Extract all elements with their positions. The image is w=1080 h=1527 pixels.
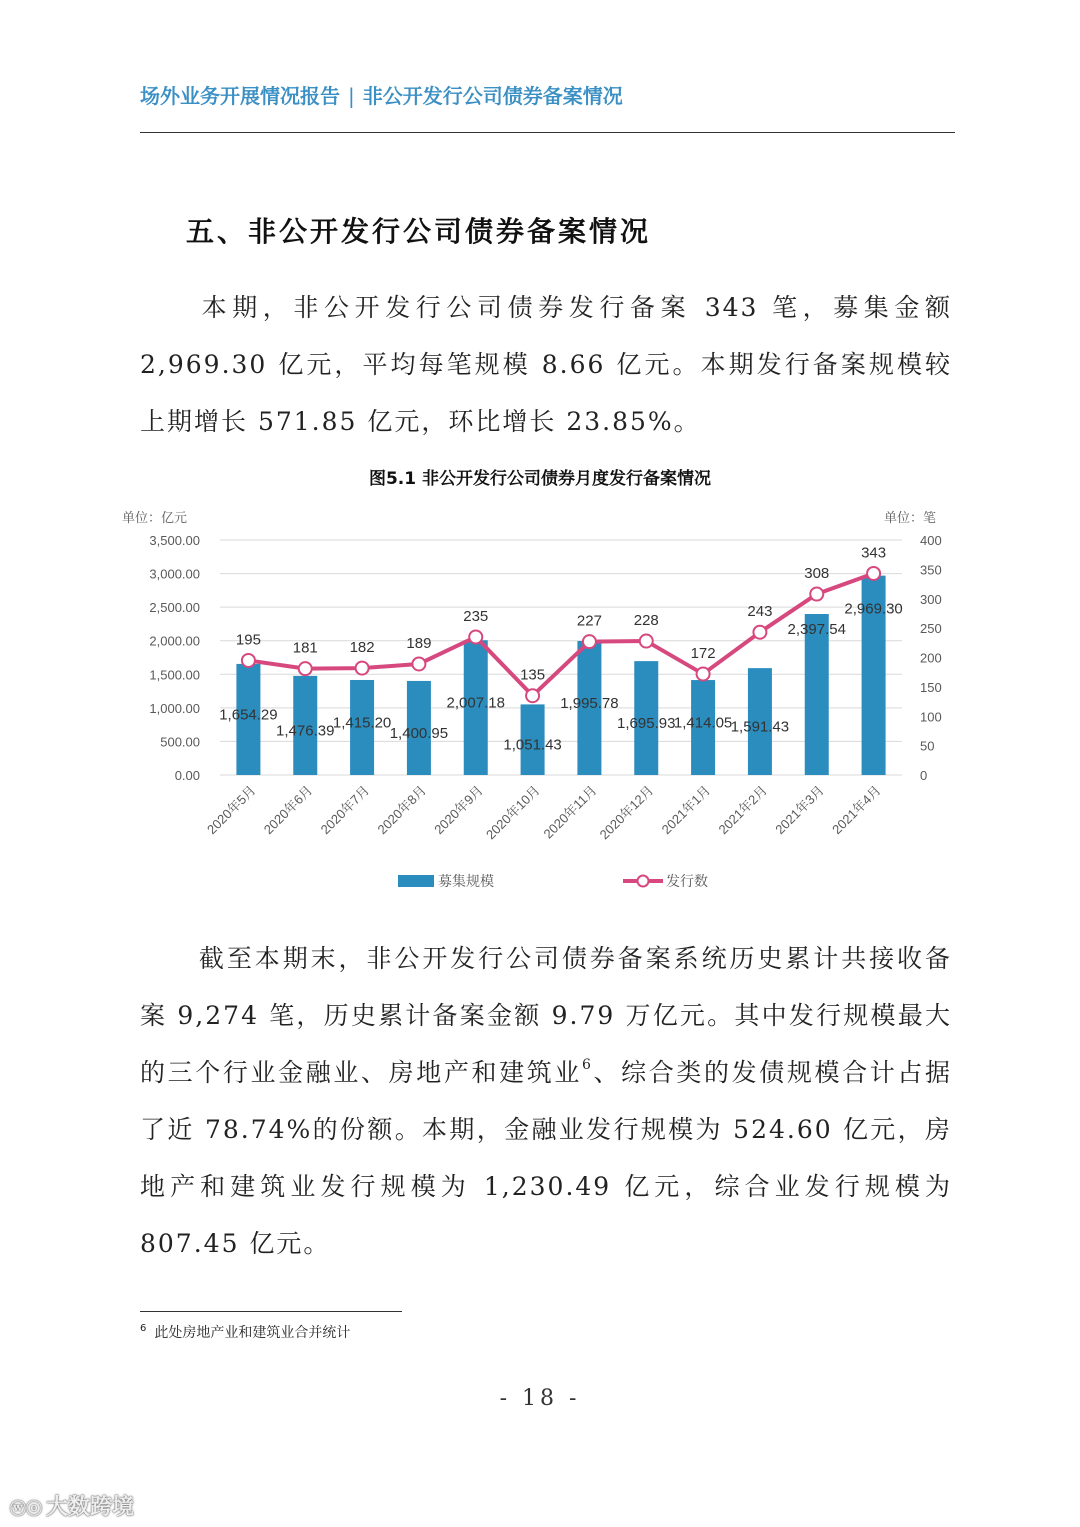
watermark-logo-icon: ⓦⓞ [10, 1499, 43, 1518]
line-point-3 [356, 662, 369, 675]
y-right-tick-label: 400 [920, 533, 942, 548]
chart-title: 图5.1 非公开发行公司债券月度发行备案情况 [368, 469, 712, 489]
line-data-label: 172 [690, 644, 716, 662]
footnote-text: 此处房地产业和建筑业合并统计 [154, 1325, 351, 1341]
line-data-label: 189 [406, 634, 432, 652]
x-tick-label: 2020年6月 [260, 782, 316, 838]
y-left-tick-label: 2,500.00 [149, 600, 200, 616]
y-right-tick-label: 150 [920, 679, 942, 695]
y-left-tick-label: 1,500.00 [149, 667, 200, 683]
footnote-mark: 6 [140, 1323, 147, 1335]
bar-data-label: 1,591.43 [730, 718, 790, 736]
x-tick-label: 2020年12月 [596, 782, 657, 843]
legend-bar-swatch [398, 875, 434, 887]
line-data-label: 228 [633, 612, 659, 630]
x-tick-label: 2020年7月 [317, 782, 373, 838]
line-data-label: 243 [747, 603, 773, 621]
paragraph-1-text: 本期，非公开发行公司债券发行备案 343 笔，募集金额2,969.30 亿元，平均每笔规模 8.66 亿元。本期发行备案规模较上期增长 571.85 亿元，环比增长 23.85%。 [140, 293, 952, 436]
line-point-7 [583, 635, 596, 648]
line-point-5 [469, 630, 482, 643]
bar-11 [805, 614, 829, 775]
x-tick-label: 2021年2月 [715, 782, 771, 838]
left-axis-unit: 单位：亿元 [122, 510, 188, 525]
bar-data-label: 1,695.93 [617, 715, 676, 733]
watermark [10, 1490, 134, 1521]
line-data-label: 235 [463, 607, 489, 625]
x-tick-label: 2020年9月 [431, 782, 486, 838]
x-tick-label: 2021年3月 [772, 782, 827, 838]
x-tick-label: 2020年11月 [540, 782, 600, 842]
footnote [140, 1322, 350, 1342]
line-point-9 [697, 667, 710, 680]
bond-filing-chart [120, 500, 960, 900]
line-point-11 [810, 588, 823, 601]
section-title: 五、非公开发行公司债券备案情况 [186, 215, 652, 248]
y-left-tick-label: 3,000.00 [149, 566, 200, 582]
y-left-tick-label: 0.00 [174, 768, 200, 783]
y-left-tick-label: 3,500.00 [149, 533, 200, 548]
x-tick-label: 2020年5月 [203, 782, 259, 838]
line-point-10 [753, 626, 766, 639]
line-point-1 [242, 654, 255, 667]
line-data-label: 227 [576, 612, 602, 630]
line-data-label: 182 [349, 639, 375, 657]
y-right-tick-label: 50 [920, 738, 935, 754]
line-point-8 [640, 635, 653, 648]
x-tick-label: 2020年8月 [374, 782, 430, 838]
line-point-2 [299, 662, 312, 675]
line-data-label: 181 [292, 639, 318, 657]
y-left-tick-label: 2,000.00 [149, 633, 200, 649]
y-right-tick-label: 0 [920, 768, 928, 783]
y-right-tick-label: 200 [920, 650, 942, 666]
running-header [140, 80, 623, 109]
page-number: - 18 - [499, 1386, 581, 1411]
line-data-label: 308 [804, 565, 830, 583]
header-rule [140, 132, 955, 133]
line-point-4 [412, 657, 425, 670]
right-axis-unit: 单位：笔 [883, 510, 936, 525]
line-data-label: 343 [861, 544, 887, 562]
legend-bar-label: 募集规模 [438, 873, 494, 889]
line-point-12 [867, 567, 880, 580]
bar-data-label: 1,400.95 [389, 724, 449, 742]
header-section-title: 非公开发行公司债券备案情况 [362, 84, 623, 108]
line-point-6 [526, 689, 539, 702]
bar-data-label: 2,007.18 [446, 694, 505, 712]
bar-data-label: 1,051.43 [503, 736, 562, 754]
bar-data-label: 2,397.54 [787, 621, 846, 639]
x-tick-label: 2020年10月 [483, 782, 543, 843]
paragraph-2-text-b: 、综合类的发债规模合计占据了近 78.74%的份额。本期，金融业发行规模为 524.60 亿元，房地产和建筑业发行规模为 1,230.49 亿元，综合业发行规模为807.45 亿元。 [140, 1058, 952, 1258]
header-report-title: 场外业务开展情况报告 [140, 84, 340, 108]
line-data-label: 135 [520, 666, 546, 684]
y-left-tick-label: 500.00 [160, 734, 200, 750]
y-right-tick-label: 300 [920, 591, 942, 607]
paragraph-2 [140, 930, 952, 1272]
y-right-tick-label: 350 [920, 562, 942, 578]
line-data-label: 195 [235, 631, 261, 649]
x-tick-label: 2021年4月 [829, 782, 884, 838]
bar-data-label: 2,969.30 [844, 600, 903, 618]
y-right-tick-label: 100 [920, 709, 942, 725]
paragraph-1 [140, 279, 952, 450]
header-separator: | [348, 84, 355, 108]
y-left-tick-label: 1,000.00 [149, 700, 200, 716]
footnote-ref[interactable]: 6 [581, 1057, 593, 1073]
watermark-text: 大数跨境 [46, 1495, 135, 1520]
footnote-rule [140, 1311, 402, 1312]
bar-data-label: 1,654.29 [219, 706, 278, 724]
bar-data-label: 1,414.05 [673, 714, 733, 732]
bar-data-label: 1,995.78 [560, 694, 619, 712]
bar-data-label: 1,476.39 [276, 722, 335, 740]
legend-line-marker [638, 876, 649, 887]
issue-count-line [248, 573, 873, 695]
paragraph-2-text-a: 截至本期末，非公开发行公司债券备案系统历史累计共接收备案 9,274 笔，历史累计备案金额 9.79 万亿元。其中发行规模最大的三个行业金融业、房地产和建筑业 [140, 944, 952, 1087]
legend-line-label: 发行数 [666, 873, 708, 889]
y-right-tick-label: 250 [920, 621, 942, 637]
bar-data-label: 1,415.20 [332, 714, 392, 732]
x-tick-label: 2021年1月 [658, 782, 714, 838]
